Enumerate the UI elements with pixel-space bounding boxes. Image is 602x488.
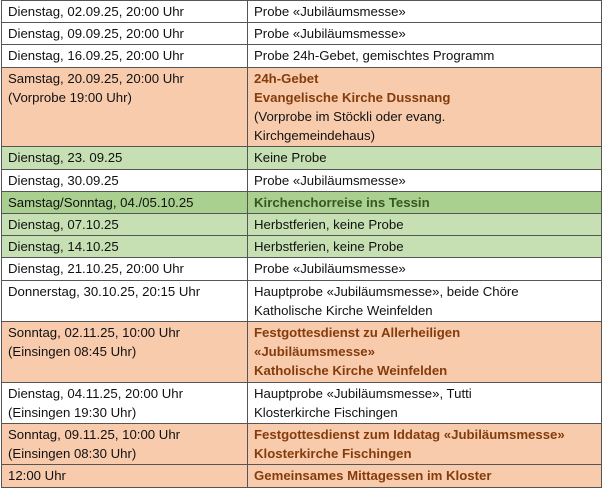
schedule-row (2, 322, 602, 383)
date-cell (2, 236, 248, 258)
event-line: Probe «Jubiläumsmesse» (254, 261, 406, 277)
date-line: (Einsingen 08:30 Uhr) (8, 446, 137, 462)
date-cell (2, 1, 248, 23)
schedule-row (2, 258, 602, 280)
event-cell (248, 191, 602, 213)
schedule-row (2, 191, 602, 213)
event-cell (248, 169, 602, 191)
event-line: Herbstferien, keine Probe (254, 217, 404, 233)
date-line: Dienstag, 23. 09.25 (8, 150, 123, 166)
event-cell (248, 424, 602, 465)
event-line: Festgottesdienst zu Allerheiligen (254, 325, 461, 341)
date-cell (2, 23, 248, 45)
date-line: (Einsingen 08:45 Uhr) (8, 344, 137, 360)
date-line: Dienstag, 16.09.25, 20:00 Uhr (8, 48, 184, 64)
event-cell (248, 147, 602, 169)
event-line: Kirchgemeindehaus) (254, 128, 375, 144)
date-cell (2, 280, 248, 321)
event-cell (248, 23, 602, 45)
event-cell (248, 45, 602, 67)
event-cell (248, 236, 602, 258)
date-line: (Einsingen 19:30 Uhr) (8, 404, 137, 420)
event-line: Probe «Jubiläumsmesse» (254, 172, 406, 188)
schedule-body (2, 1, 602, 488)
date-cell (2, 258, 248, 280)
date-line: Dienstag, 04.11.25, 20:00 Uhr (8, 385, 183, 401)
event-cell (248, 67, 602, 147)
event-line: «Jubiläumsmesse» (254, 344, 375, 360)
schedule-row (2, 382, 602, 423)
date-line: Dienstag, 02.09.25, 20:00 Uhr (8, 4, 184, 19)
date-line: Dienstag, 21.10.25, 20:00 Uhr (8, 261, 184, 277)
event-line: Klosterkirche Fischingen (254, 446, 412, 462)
event-line: Hauptprobe «Jubiläumsmesse», beide Chöre (254, 283, 519, 299)
date-line: 12:00 Uhr (8, 468, 66, 484)
date-cell (2, 424, 248, 465)
date-line: Dienstag, 30.09.25 (8, 172, 119, 188)
schedule-row (2, 424, 602, 465)
schedule-row (2, 465, 602, 487)
date-cell (2, 147, 248, 169)
event-line: 24h-Gebet (254, 70, 319, 86)
date-line: Sonntag, 02.11.25, 10:00 Uhr (8, 325, 181, 341)
schedule-row (2, 236, 602, 258)
date-cell (2, 465, 248, 487)
schedule-row (2, 147, 602, 169)
event-line: Gemeinsames Mittagessen im Kloster (254, 468, 492, 484)
date-cell (2, 45, 248, 67)
event-line: Festgottesdienst zum Iddatag «Jubiläumsmesse» (254, 427, 565, 443)
date-line: Samstag, 20.09.25, 20:00 Uhr (8, 70, 184, 86)
event-line: Kirchenchorreise ins Tessin (254, 194, 430, 210)
event-line: Probe «Jubiläumsmesse» (254, 26, 406, 42)
event-line: Probe «Jubiläumsmesse» (254, 4, 406, 19)
event-line: Klosterkirche Fischingen (254, 404, 398, 420)
date-cell (2, 322, 248, 383)
date-line: (Vorprobe 19:00 Uhr) (8, 89, 132, 105)
date-line: Dienstag, 09.09.25, 20:00 Uhr (8, 26, 184, 42)
date-cell (2, 67, 248, 147)
date-line: Donnerstag, 30.10.25, 20:15 Uhr (8, 283, 201, 299)
date-cell (2, 382, 248, 423)
schedule-row (2, 45, 602, 67)
event-line: Katholische Kirche Weinfelden (254, 363, 448, 379)
event-line: Hauptprobe «Jubiläumsmesse», Tutti (254, 385, 472, 401)
event-line: Herbstferien, keine Probe (254, 239, 404, 255)
event-cell (248, 1, 602, 23)
date-cell (2, 169, 248, 191)
schedule-row (2, 1, 602, 23)
event-cell (248, 322, 602, 383)
event-cell (248, 280, 602, 321)
date-line: Samstag/Sonntag, 04./05.10.25 (8, 194, 194, 210)
event-cell (248, 258, 602, 280)
event-cell (248, 465, 602, 487)
event-line: (Vorprobe im Stöckli oder evang. (254, 109, 446, 125)
schedule-row (2, 23, 602, 45)
date-line: Dienstag, 14.10.25 (8, 239, 119, 255)
date-cell (2, 214, 248, 236)
event-line: Keine Probe (254, 150, 327, 166)
schedule-row (2, 214, 602, 236)
date-line: Sonntag, 09.11.25, 10:00 Uhr (8, 427, 181, 443)
event-line: Evangelische Kirche Dussnang (254, 89, 451, 105)
date-cell (2, 191, 248, 213)
rehearsal-schedule-table (1, 0, 602, 488)
schedule-row (2, 280, 602, 321)
event-line: Probe 24h-Gebet, gemischtes Programm (254, 48, 495, 64)
schedule-row (2, 67, 602, 147)
event-cell (248, 214, 602, 236)
event-cell (248, 382, 602, 423)
date-line: Dienstag, 07.10.25 (8, 217, 119, 233)
event-line: Katholische Kirche Weinfelden (254, 302, 433, 318)
schedule-row (2, 169, 602, 191)
